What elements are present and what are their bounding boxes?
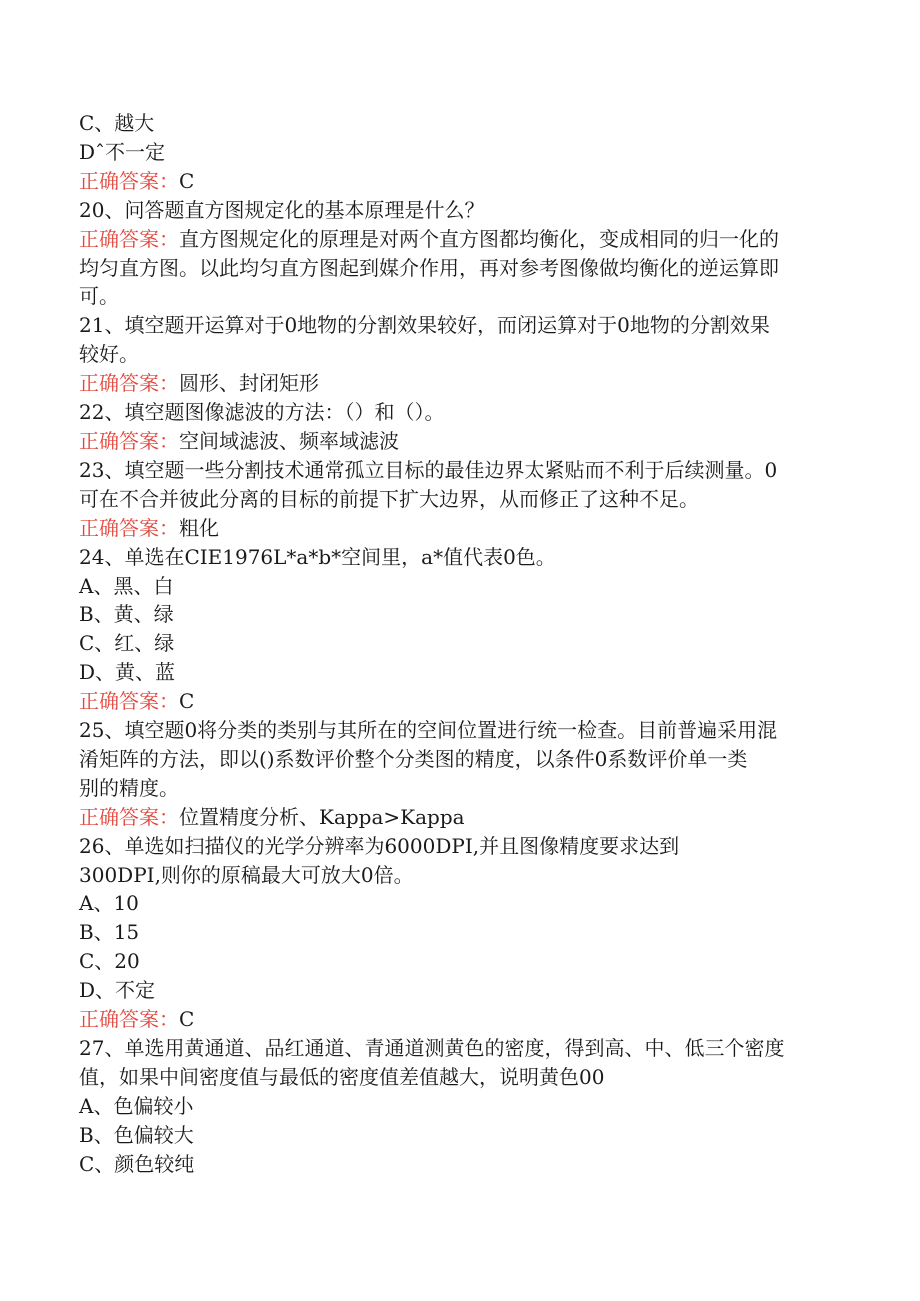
answer-line (79, 687, 839, 716)
answer-label: 正确答案： (79, 515, 179, 540)
answer-text: 直方图规定化的原理是对两个直方图都均衡化，变成相同的归一化的 (179, 226, 779, 251)
text-line: Dˆ不一定 (79, 139, 166, 164)
text-line: 25、填空题0将分类的类别与其所在的空间位置进行统一检查。目前普遍采用混 (79, 718, 778, 743)
text-line: C、越大 (79, 111, 155, 135)
text-line: C、20 (79, 949, 140, 974)
answer-text: C (179, 1007, 195, 1032)
answer-text: C (179, 168, 195, 193)
answer-label: 正确答案： (79, 226, 179, 251)
text-line: C、红、绿 (79, 631, 175, 656)
answer-line (79, 514, 839, 543)
text-line: 可。 (79, 284, 119, 309)
answer-text: 粗化 (179, 515, 219, 540)
text-line: 27、单选用黄通道、品红通道、青通道测黄色的密度，得到高、中、低三个密度 (79, 1036, 785, 1060)
text-line: 较好。 (79, 342, 139, 367)
text-line: 22、填空题图像滤波的方法：（）和（）。 (79, 400, 445, 425)
text-line: D、黄、蓝 (79, 660, 176, 685)
text-line: B、15 (79, 920, 140, 945)
text-line: 24、单选在CIE1976L*a*b*空间里，a*值代表0色。 (79, 544, 556, 569)
answer-line (79, 427, 839, 456)
answer-line (79, 167, 839, 196)
answer-label: 正确答案： (79, 371, 179, 396)
text-line: 21、填空题开运算对于0地物的分割效果较好，而闭运算对于0地物的分割效果 (79, 313, 770, 338)
answer-line (79, 803, 839, 832)
text-line: 23、填空题一些分割技术通常孤立目标的最佳边界太紧贴而不利于后续测量。0 (79, 457, 778, 482)
answer-label: 正确答案： (79, 1007, 179, 1032)
text-line: 别的精度。 (79, 775, 179, 800)
answer-label: 正确答案： (79, 168, 179, 193)
text-line: 可在不合并彼此分离的目标的前提下扩大边界，从而修正了这种不足。 (79, 486, 699, 511)
text-line: B、色偏较大 (79, 1122, 194, 1147)
text-line: A、色偏较小 (79, 1093, 194, 1118)
text-line: 均匀直方图。以此均匀直方图起到媒介作用，再对参考图像做均衡化的逆运算即 (79, 255, 779, 280)
text-line: A、黑、白 (79, 573, 174, 598)
text-line: B、黄、绿 (79, 602, 174, 627)
document-page (79, 109, 839, 1179)
answer-label: 正确答案： (79, 428, 179, 453)
text-line: 20、问答题直方图规定化的基本原理是什么？ (79, 197, 485, 222)
answer-text: 空间域滤波、频率域滤波 (179, 428, 399, 453)
answer-text: C (179, 689, 195, 714)
answer-line (79, 225, 839, 254)
text-line: 值，如果中间密度值与最低的密度值差值越大，说明黄色00 (79, 1064, 605, 1089)
answer-line (79, 369, 839, 398)
text-line: 300DPI,则你的原稿最大可放大0倍。 (79, 862, 414, 887)
text-line: A、10 (79, 891, 139, 916)
answer-line (79, 1005, 839, 1034)
answer-text: 圆形、封闭矩形 (179, 371, 319, 396)
answer-label: 正确答案： (79, 804, 179, 829)
answer-label: 正确答案： (79, 689, 179, 714)
text-line: 26、单选如扫描仪的光学分辨率为6000DPI,并且图像精度要求达到 (79, 833, 680, 858)
text-line: 淆矩阵的方法，即以()系数评价整个分类图的精度，以条件0系数评价单一类 (79, 746, 748, 771)
text-line: C、颜色较纯 (79, 1151, 195, 1176)
answer-text: 位置精度分析、Kappa>Kappa (179, 804, 465, 829)
text-line: D、不定 (79, 978, 156, 1003)
